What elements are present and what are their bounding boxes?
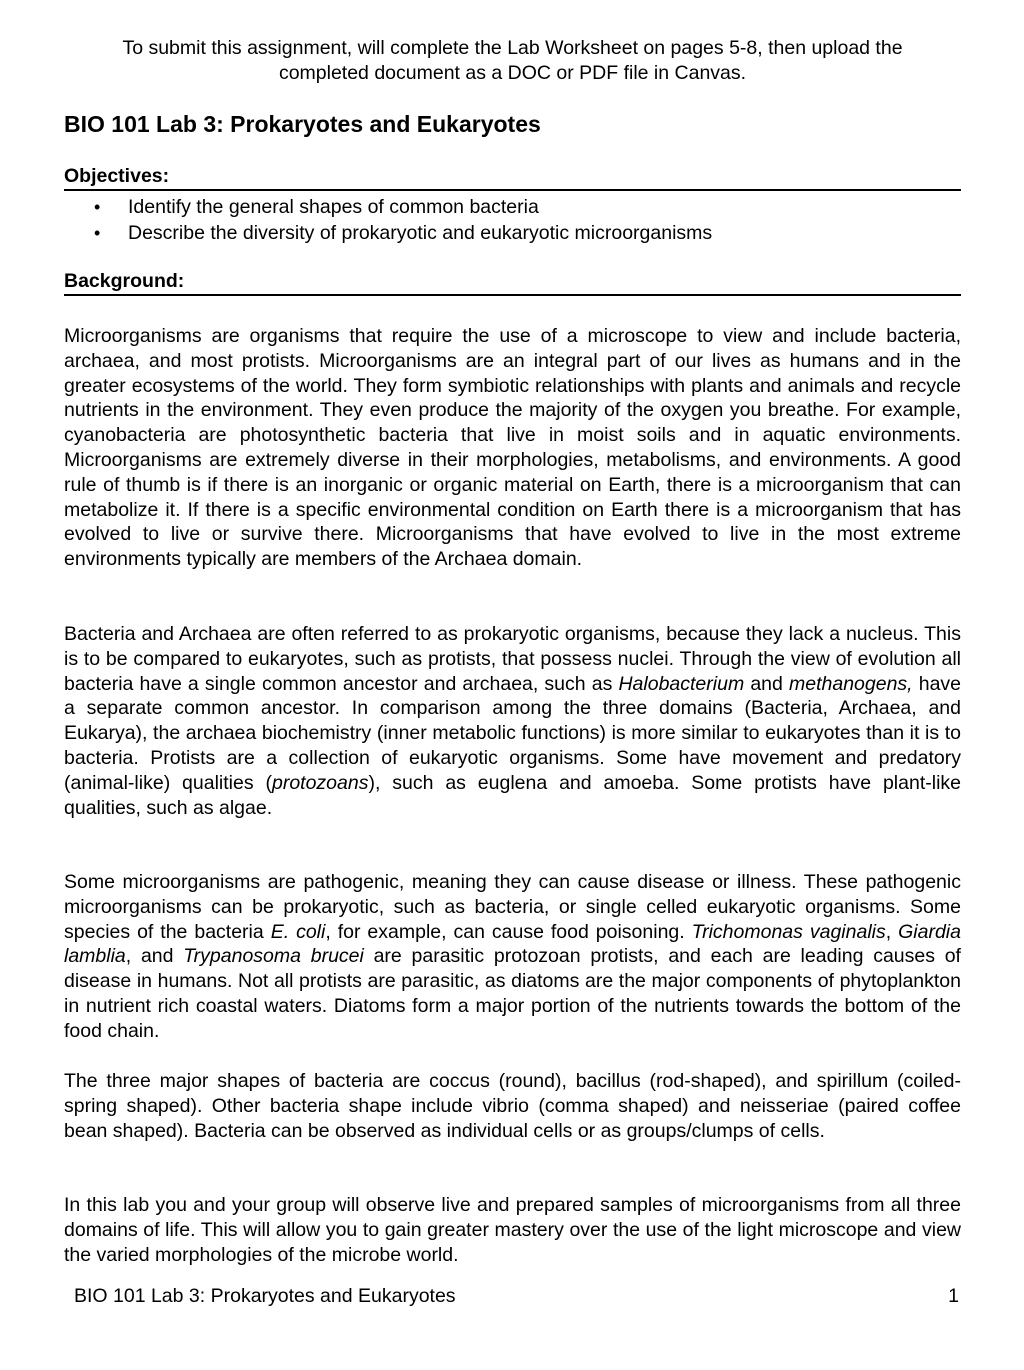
- background-paragraph-4: The three major shapes of bacteria are coccus (round), bacillus (rod-shaped), and spirillum (coiled-spring shaped). Other bacteria shape include vibrio (comma shaped) and neisseriae (paired coffee bean shaped). Bacteria can be observed as individual cells or as groups/clumps of cells.: [64, 1070, 961, 1142]
- italic-term: Trypanosoma brucei: [183, 945, 364, 968]
- text-run: , for example, can cause food poisoning.: [325, 920, 692, 943]
- text-run: are parasitic protozoan protists, and each are leading causes of disease in humans. Not all protists are parasitic, as diatoms are the major components of phytoplankton in nutrient rich coastal waters. Diatoms form a major portion of the nutrients towards the bottom of the food chain.: [64, 945, 961, 1042]
- objective-text: Describe the diversity of prokaryotic and eukaryotic microorganisms: [128, 221, 713, 244]
- italic-term: Trichomonas vaginalis: [691, 920, 886, 943]
- italic-term: Halobacterium: [618, 672, 745, 695]
- objectives-list: [64, 195, 712, 246]
- footer-title: BIO 101 Lab 3: Prokaryotes and Eukaryotes: [74, 1285, 456, 1307]
- objective-item: [64, 221, 712, 247]
- text-run: ), such as euglena and amoeba. Some protists have plant-like qualities, such as algae.: [64, 771, 961, 819]
- background-paragraph-2: [64, 622, 961, 820]
- text-run: ,: [885, 920, 899, 943]
- notice-line-1: To submit this assignment, will complete the Lab Worksheet on pages 5-8, then upload the: [122, 37, 903, 59]
- italic-term: E. coli: [270, 920, 326, 943]
- submission-notice: [64, 36, 961, 86]
- objectives-heading: Objectives:: [64, 164, 961, 191]
- background-paragraph-3: [64, 870, 961, 1044]
- objective-item: [64, 195, 712, 221]
- background-paragraph-5: In this lab you and your group will observe live and prepared samples of microorganisms from all three domains of life. This will allow you to gain greater mastery over the use of the light microscope and view the varied morphologies of the microbe world.: [64, 1194, 961, 1266]
- italic-term: Giardia lamblia: [64, 920, 961, 968]
- italic-term: protozoans: [271, 771, 369, 794]
- text-run: have a separate common ancestor. In comparison among the three domains (Bacteria, Archaea, and Eukarya), the archaea biochemistry (inner metabolic functions) is more similar to eukaryotes than it is to bacteria. Protists are a collection of eukaryotic organisms. Some have movement and predatory (animal-like) qualities (: [64, 672, 962, 794]
- objective-text: Identify the general shapes of common bacteria: [128, 196, 539, 218]
- text-run: and: [744, 672, 789, 695]
- text-run: , and: [125, 945, 184, 968]
- text-run: Bacteria and Archaea are often referred to as prokaryotic organisms, because they lack a nucleus. This is to be compared to eukaryotes, such as protists, that possess nuclei. Through the view of evolution all bacteria have a single common ancestor and archaea, such as: [64, 623, 961, 695]
- notice-line-2: completed document as a DOC or PDF file in Canvas.: [278, 62, 747, 84]
- document-title: BIO 101 Lab 3: Prokaryotes and Eukaryotes: [64, 111, 541, 137]
- background-heading: Background:: [64, 269, 961, 296]
- page-footer: [74, 1284, 959, 1308]
- page-number: 1: [948, 1285, 959, 1307]
- bullet-icon: •: [94, 222, 101, 243]
- bullet-icon: •: [94, 197, 101, 217]
- italic-term: methanogens,: [789, 672, 913, 695]
- text-run: Some microorganisms are pathogenic, meaning they can cause disease or illness. These pathogenic microorganisms can be prokaryotic, such as bacteria, or single celled eukaryotic organisms. Some species of the bacteria: [64, 871, 961, 943]
- background-paragraph-1: Microorganisms are organisms that require the use of a microscope to view and include bacteria, archaea, and most protists. Microorganisms are an integral part of our lives as humans and in the greater ecosystems of the world. They form symbiotic relationships with plants and animals and recycle nutrients in the environment. They even produce the majority of the oxygen you breathe. For example, cyanobacteria are photosynthetic bacteria that live in moist soils and in aquatic environments. Microorganisms are extremely diverse in their morphologies, metabolisms, and environments. A good rule of thumb is if there is an inorganic or organic material on Earth, there is a microorganism that can metabolize it. If there is a specific environmental condition on Earth there is a microorganism that has evolved to live or survive there. Microorganisms that have evolved to live in the most extreme environments typically are members of the Archaea domain.: [64, 325, 961, 571]
